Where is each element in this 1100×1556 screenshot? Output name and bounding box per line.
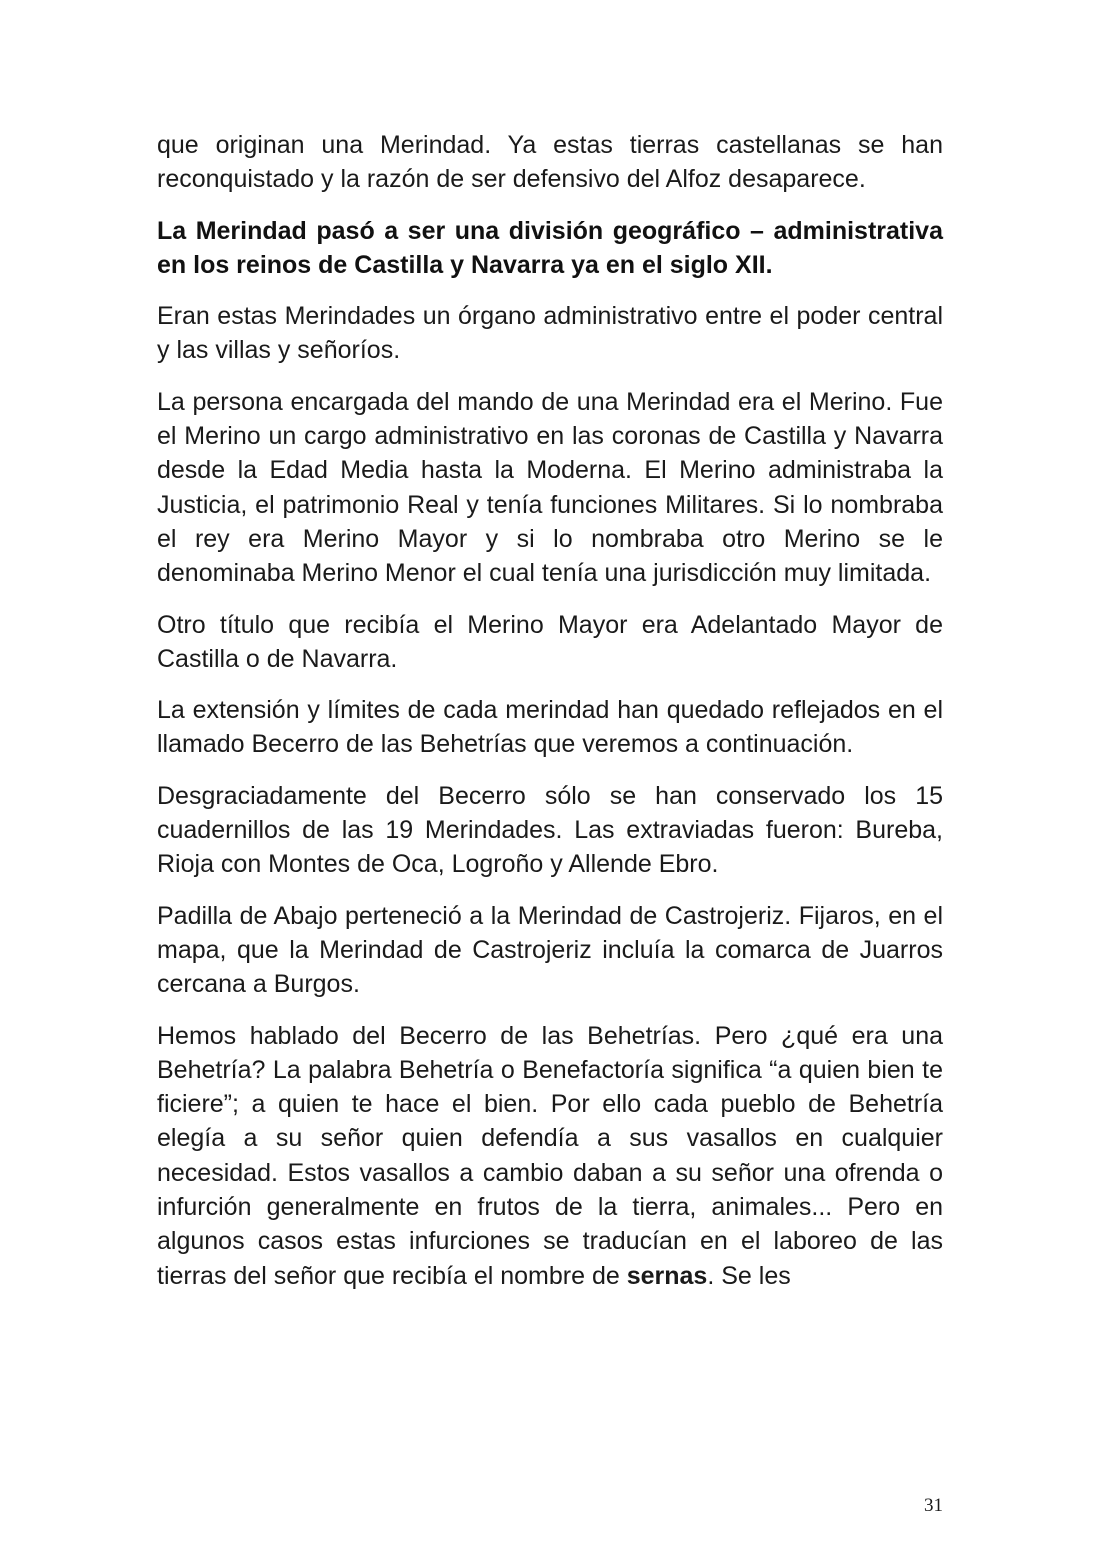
paragraph: Desgraciadamente del Becerro sólo se han conservado los 15 cuadernillos de las 19 Merindades. Las extraviadas fueron: Bureba, Rioja con Montes de Oca, Logroño y Allende Ebro. bbox=[157, 781, 943, 879]
paragraph: Otro título que recibía el Merino Mayor era Adelantado Mayor de Castilla o de Navarra. bbox=[157, 610, 943, 673]
paragraph-tail: . Se les bbox=[707, 1261, 791, 1290]
paragraph-text: Hemos hablado del Becerro de las Behetrías. Pero ¿qué era una Behetría? La palabra Behetría o Benefactoría significa “a quien bien te ficiere”; a quien te hace el bien. Por ello cada pueblo de Behetría elegía a su señor quien defendía a sus vasallos en cualquier necesidad. Estos vasallos a cambio daban a su señor una ofrenda o infurción generalmente en frutos de la tierra, animales... Pero en algunos casos estas infurciones se traducían en el laboreo de las tierras del señor que recibía el nombre de bbox=[157, 1021, 943, 1290]
paragraph: La extensión y límites de cada merindad han quedado reflejados en el llamado Becerro de las Behetrías que veremos a continuación. bbox=[157, 696, 943, 759]
body-text bbox=[157, 128, 943, 1293]
paragraph-behetria bbox=[157, 1019, 943, 1293]
paragraph: que originan una Merindad. Ya estas tierras castellanas se han reconquistado y la razón de ser defensivo del Alfoz desaparece. bbox=[157, 131, 943, 194]
paragraph: Eran estas Merindades un órgano administrativo entre el poder central y las villas y señoríos. bbox=[157, 302, 943, 365]
bold-term-sernas: sernas bbox=[626, 1261, 708, 1290]
bold-paragraph: La Merindad pasó a ser una división geográfico – administrativa en los reinos de Castilla y Navarra ya en el siglo XII. bbox=[157, 216, 943, 279]
paragraph: La persona encargada del mando de una Merindad era el Merino. Fue el Merino un cargo administrativo en las coronas de Castilla y Navarra desde la Edad Media hasta la Moderna. El Merino administraba la Justicia, el patrimonio Real y tenía funciones Militares. Si lo nombraba el rey era Merino Mayor y si lo nombraba otro Merino se le denominaba Merino Menor el cual tenía una jurisdicción muy limitada. bbox=[157, 387, 943, 588]
page-number: 31 bbox=[924, 1495, 943, 1516]
paragraph: Padilla de Abajo perteneció a la Merindad de Castrojeriz. Fijaros, en el mapa, que la Merindad de Castrojeriz incluía la comarca de Juarros cercana a Burgos. bbox=[157, 901, 943, 999]
